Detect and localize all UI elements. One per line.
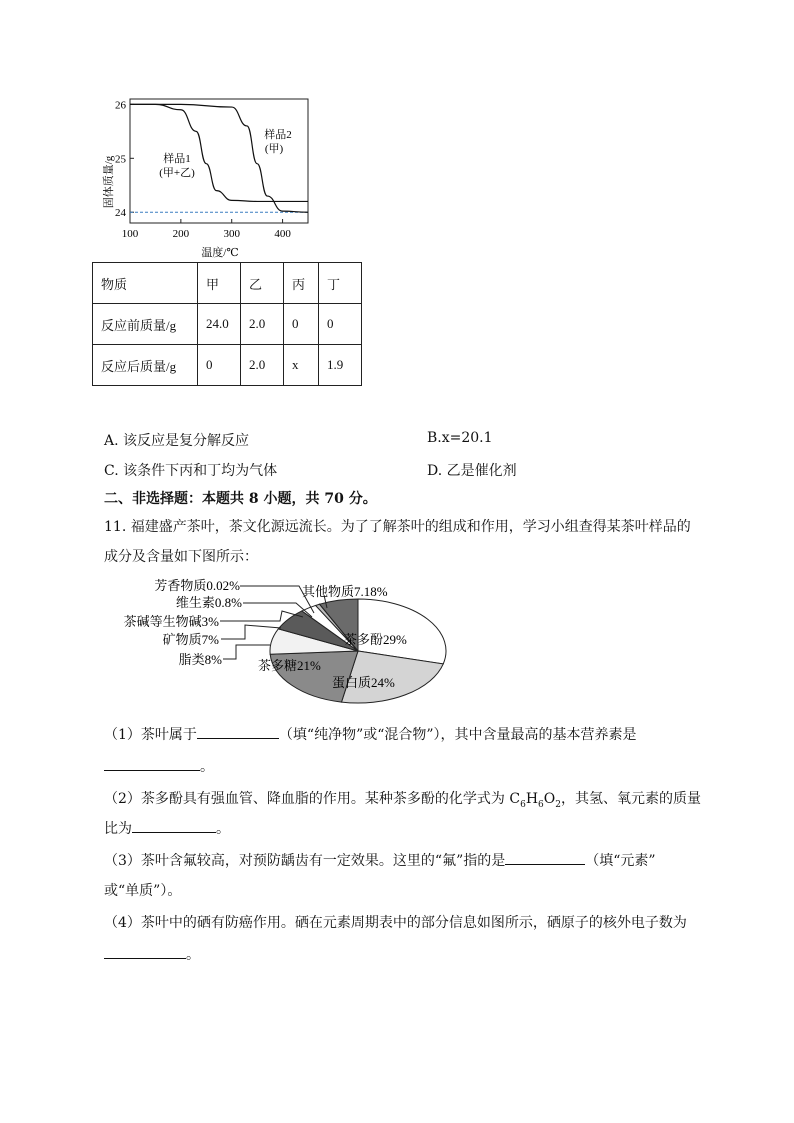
table-cell: 0 <box>284 304 319 345</box>
x-tick-label: 100 <box>121 228 139 240</box>
q11-part-1-cont <box>104 756 214 776</box>
pie-label-other: 其他物质7.18% <box>302 584 388 599</box>
y-axis-label: 固体质量/g <box>103 155 115 209</box>
q11-part-3 <box>104 850 656 870</box>
table-cell: 反应后质量/g <box>93 345 198 386</box>
table-cell: 反应前质量/g <box>93 304 198 345</box>
table-cell: 甲 <box>198 263 241 304</box>
q11-part-3-text-b: （填“元素” <box>585 853 656 869</box>
q11-part-1-text-a: （1）茶叶属于 <box>104 727 197 743</box>
q11-part-2-end: 。 <box>216 821 230 837</box>
table-cell: 乙 <box>241 263 284 304</box>
section-heading: 二、非选择题：本题共 8 小题，共 70 分。 <box>104 491 377 507</box>
plot-frame <box>130 99 308 223</box>
formula-sub-c: 6 <box>520 799 526 810</box>
q11-part-4-cont <box>104 944 200 964</box>
table-cell: 0 <box>319 304 362 345</box>
series-2-sub-label: (甲) <box>264 143 284 155</box>
series-2-line <box>130 104 308 212</box>
table-cell: 物质 <box>93 263 198 304</box>
formula-sub-o: 2 <box>555 799 561 810</box>
q11-part-2-text-b: ，其氢、氧元素的质量 <box>560 791 701 807</box>
x-tick-label: 300 <box>223 228 240 240</box>
option-c: C. 该条件下丙和丁均为气体 <box>104 463 278 479</box>
mass-table <box>92 262 362 386</box>
table-cell: x <box>284 345 319 386</box>
option-a: A. 该反应是复分解反应 <box>104 433 250 449</box>
pie-label-mineral: 矿物质7% <box>162 632 219 647</box>
pie-label-polyphenol: 茶多酚29% <box>344 632 407 647</box>
series-1-sub-label: (甲+乙) <box>159 167 195 179</box>
pie-chart-svg <box>100 573 450 713</box>
table-cell: 2.0 <box>241 304 284 345</box>
pie-label-protein: 蛋白质24% <box>332 675 395 690</box>
series-1-label: 样品1 <box>163 153 191 165</box>
formula-o: O <box>543 791 556 807</box>
y-tick-label: 25 <box>115 153 126 166</box>
y-tick-label: 24 <box>115 207 126 220</box>
table-cell: 0 <box>198 345 241 386</box>
q11-part-1-text-b: （填“纯净物”或“混合物”），其中含量最高的基本营养素是 <box>278 727 637 743</box>
q11-part-2-text-c: 比为 <box>104 821 132 837</box>
answer-blank-5[interactable] <box>104 944 186 959</box>
q11-part-2-cont <box>104 818 230 838</box>
y-tick-label: 26 <box>115 99 126 112</box>
q11-part-4-end: 。 <box>186 947 200 963</box>
answer-blank-3[interactable] <box>132 818 216 833</box>
x-tick-label: 200 <box>172 228 190 240</box>
q11-intro-line-2: 成分及含量如下图所示： <box>104 549 258 565</box>
mass-temperature-chart <box>100 94 320 259</box>
answer-blank-4[interactable] <box>505 850 585 865</box>
pie-label-aromatic: 芳香物质0.02% <box>154 578 240 593</box>
q11-part-1 <box>104 724 637 744</box>
tea-composition-pie-chart <box>100 573 450 713</box>
pie-label-lipid: 脂类8% <box>178 652 222 667</box>
q11-part-2 <box>104 788 701 810</box>
pie-label-vitamin: 维生素0.8% <box>175 595 242 610</box>
formula-sub-h: 6 <box>538 799 544 810</box>
leader-line-lipid <box>223 645 270 659</box>
table-header-row <box>93 263 362 304</box>
option-b: B.x=20.1 <box>427 430 493 446</box>
table-cell: 2.0 <box>241 345 284 386</box>
q11-part-3-text-a: （3）茶叶含氟较高，对预防龋齿有一定效果。这里的“氟”指的是 <box>104 853 506 869</box>
table-cell: 丙 <box>284 263 319 304</box>
q11-intro-line-1: 11. 福建盛产茶叶，茶文化源远流长。为了了解茶叶的组成和作用，学习小组查得某茶叶样品的 <box>104 519 691 535</box>
q11-part-1-end: 。 <box>200 759 214 775</box>
formula-h: H <box>525 791 539 807</box>
x-axis-label: 温度/℃ <box>201 247 239 259</box>
table-cell: 24.0 <box>198 304 241 345</box>
answer-blank-1[interactable] <box>197 724 279 739</box>
leader-line-mineral <box>221 625 281 639</box>
line-chart-svg <box>100 94 320 259</box>
table-row <box>93 345 362 386</box>
table-row <box>93 304 362 345</box>
q11-part-4: （4）茶叶中的硒有防癌作用。硒在元素周期表中的部分信息如图所示，硒原子的核外电子数为 <box>104 915 687 931</box>
table-cell: 1.9 <box>319 345 362 386</box>
series-2-label: 样品2 <box>264 129 292 141</box>
q11-part-2-text-a: （2）茶多酚具有强血管、降血脂的作用。某种茶多酚的化学式为 C <box>104 791 521 807</box>
x-tick-label: 400 <box>274 228 291 240</box>
pie-label-alkaloid: 茶碱等生物碱3% <box>123 614 219 629</box>
table-cell: 丁 <box>319 263 362 304</box>
q11-part-3-cont: 或“单质”）。 <box>104 883 182 899</box>
option-d: D. 乙是催化剂 <box>427 463 517 479</box>
pie-label-polysaccharide: 茶多糖21% <box>258 658 321 673</box>
answer-blank-2[interactable] <box>104 756 200 771</box>
